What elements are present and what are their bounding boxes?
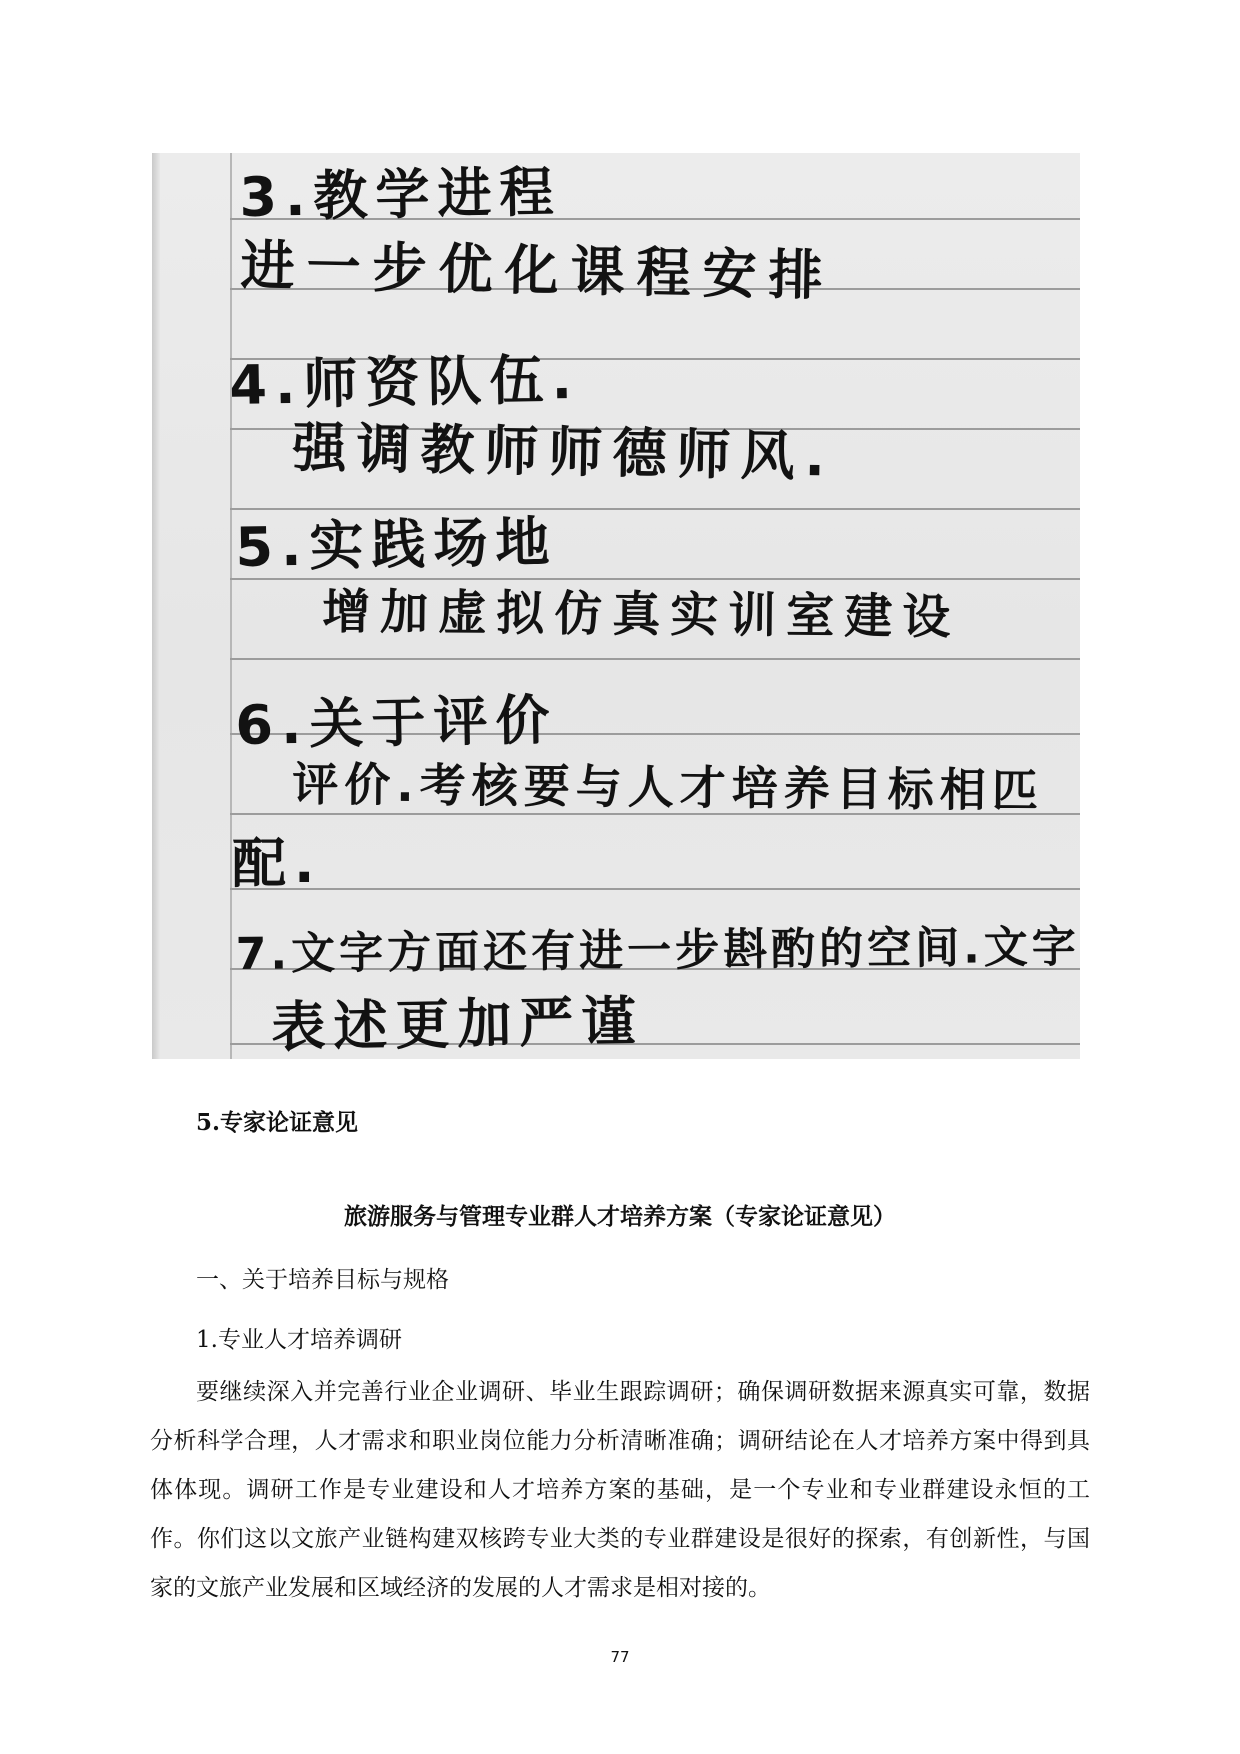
handwritten-line-8: 评价.考核要与人才培养目标相匹 bbox=[292, 757, 1044, 818]
handwritten-line-7: 6.关于评价 bbox=[234, 688, 558, 758]
ruled-line bbox=[230, 888, 1080, 890]
handwritten-line-5: 5.实践场地 bbox=[234, 510, 558, 580]
heading-level-2: 1.专业人才培养调研 bbox=[196, 1327, 402, 1353]
handwritten-line-4: 强调教师师德师风. bbox=[292, 416, 836, 489]
handwritten-line-6: 增加虚拟仿真实训室建设 bbox=[322, 584, 961, 646]
handwritten-line-3: 4.师资队伍. bbox=[228, 347, 581, 418]
section-heading: 5.专家论证意见 bbox=[196, 1109, 359, 1136]
body-paragraph: 要继续深入并完善行业企业调研、毕业生跟踪调研；确保调研数据来源真实可靠，数据分析科学合理，人才需求和职业岗位能力分析清晰准确；调研结论在人才培养方案中得到具体体现。调研工作是专业建设和人才培养方案的基础，是一个专业和专业群建设永恒的工作。你们这以文旅产业链构建双核跨专业大类的专业群建设是很好的探索，有创新性，与国家的文旅产业发展和区域经济的发展的人才需求是相对接的。 bbox=[150, 1379, 1090, 1601]
handwritten-line-11: 表述更加严谨 bbox=[270, 989, 644, 1059]
handwritten-line-2: 进一步优化课程安排 bbox=[240, 234, 836, 308]
handwritten-line-9: 配. bbox=[232, 832, 323, 895]
notebook-spine bbox=[152, 153, 160, 1059]
document-title: 旅游服务与管理专业群人才培养方案（专家论证意见） bbox=[344, 1203, 896, 1230]
ruled-line bbox=[230, 658, 1080, 660]
heading-level-1: 一、关于培养目标与规格 bbox=[196, 1267, 449, 1293]
handwritten-notes-photo bbox=[152, 153, 1080, 1059]
handwritten-line-10: 7.文字方面还有进一步斟酌的空间.文字 bbox=[235, 921, 1080, 981]
handwritten-line-1: 3.教学进程 bbox=[238, 160, 562, 230]
page-number: 77 bbox=[610, 1648, 630, 1666]
